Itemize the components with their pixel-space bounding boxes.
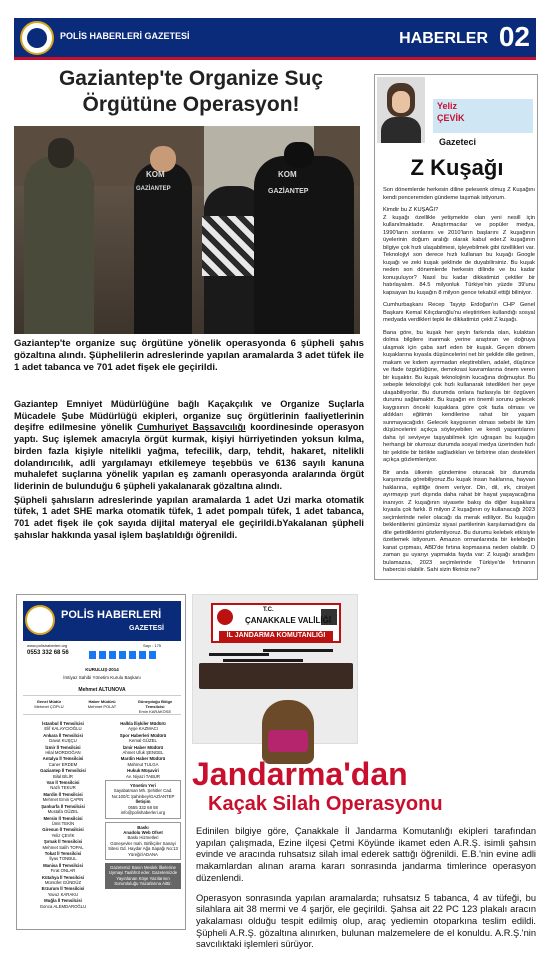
staff-name: Bilal BİLİR: [52, 773, 74, 779]
owner-title: İmtiyaz Sahibi Yönetim Kurulu Başkanı: [63, 675, 141, 680]
column-text: [383, 187, 535, 580]
sign-line2: ÇANAKKALE VALİLİĞİ: [245, 616, 332, 625]
article1-lead: Gaziantep'te organize suç örgütüne yönelik operasyonda 6 şüpheli şahıs gözaltına alındı. Şüphelilerin adreslerinde yapılan aramalarda 3 adet tüfek ile 1 adet tabanca ve 701 adet fişek ele geçirildi.: [14, 338, 364, 374]
print-name: Anadolu Web Ofset: [123, 829, 163, 835]
article1-text: koordinesinde operasyon yaptı. Suç işlemek amacıyla örgüt kurmak, kişiyi hürriyetinden yoksun kılma, birden fazla kişiyle nitelikli yağma, tefecilik, darp, tehdit, hakaret, nitelikli dolandırıcılık, adli yargılamayı etkilemeye teşebbüs ve 6136 sayılı kanuna muhalefet suçlarına yönelik yapılan eş zamanlı operasyonda aralarında örgüt liderinin de bulunduğu 6 şüpheli yakalanarak gözaltına alındı.: [14, 422, 365, 491]
author-role: Gazeteci: [439, 137, 477, 147]
social-media-icons[interactable]: [89, 651, 159, 659]
manager-title: Güneydoğu Bölge Temsilcisi: [137, 699, 173, 709]
staff-title: Antalya İl Temsilcisi: [42, 756, 84, 762]
article1-paragraph: Şüpheli şahısların adreslerinde yapılan aramalarda 1 adet Uzi marka otomatik tüfek, 1 adet SHE marka otomatik tüfek, 1 adet pompalı tüfek, 1 adet tabanca, 701 adet fişek ile çok sayıda dijital materyal ele geçirildi.bYakalanan şüpheli şahıslar hakkında yasal işlem başlatıldığı öğrenildi.: [14, 494, 364, 540]
staff-entry: [105, 756, 181, 767]
staff-title: Muğla İl Temsilcisi: [44, 898, 82, 904]
page-header: [14, 18, 536, 60]
staff-title: Şırnak İl Temsilcisi: [43, 839, 83, 845]
page-number: 02: [498, 21, 530, 52]
staff-entry: [105, 721, 181, 732]
staff-entry: [25, 898, 101, 909]
masthead-box: [16, 594, 186, 930]
column-paragraph: Bana göre, bu kuşak her şeyin farkında olan, kulaktan dolma bilgilere inanmak yerine araştıran ve doğruya ulaşmak için çaba sarf eden bir kuşak. Geçen dönem kuşaklarına kıyasla düşüncelerini net bir şekilde dile getiren, makam ve kıdem ayırmadan eleştirebilen, adalet, düşünce ve ifade özgürlüğüne, demokrasi kavramlarına önem veren bir kuşaktır. Bu kuşak teknolojinin kucağına doğmuştur. Bu sebeple teknolojiyi çok hızlı kullanarak istedikleri her şeye ulaşabiliyorlar. Bu durumda onlara fazlasıyla bir özgüven durumu sağlamaktır. Bu kuşağın en önemli sorunu gelecek kaygısının önceki kuşaklara göre çok fazla olması ve aldıkları eğitimin kendilerine rahat bir yaşam sunmayacağıdır. Gelecek kaygısının olması sebebi ile tüm düşüncelerini açıkça söyleyebilen ve kendi yaşantılarını daha iyi seviyeye taşıyabilmek için uğraşan bu kuşağın herhangi bir olumsuz durumda sosyal medya üzerinden hızlı bir şekilde bir birlikte sağladıkları ve birbirine olan destekleri açıkça gözlemleniyor.: [383, 329, 535, 463]
staff-name: Hilal MORDOĞAN: [45, 750, 81, 756]
staff-title: Mersin İl Temsilcisi: [43, 815, 83, 821]
staff-entry: [25, 827, 101, 838]
contact-email[interactable]: info@polishaberleri.org: [120, 810, 166, 816]
article1-title: [14, 66, 368, 118]
staff-entry: [25, 780, 101, 791]
author-photo: [377, 77, 425, 143]
operation-photo: [14, 126, 360, 334]
staff-entry: [25, 816, 101, 827]
sign-line3: İL JANDARMA KOMUTANLIĞI: [219, 631, 333, 641]
staff-title: Mardin Haber Müdürü: [120, 756, 166, 762]
dog-vest: [268, 730, 308, 752]
manager-title: Haber Müdürü: [88, 699, 116, 704]
staff-entry: [105, 768, 181, 779]
staff-title: Giresun İl Temsilcisi: [42, 827, 84, 833]
disclaimer: Gazetemiz Basın Meslek İlkelerine Uymayı Taahhüt eder. Gazetemizde Yayınlanan Köşe Yazılarının Sorumluluğu Yazarlarına Aittir.: [105, 863, 181, 889]
print-address: Güneşevler mah. Birlikçiler Sanayi Sitesi Gd. Haydar Ağa Sapağı No:13 Yüreğir/ADANA: [108, 840, 178, 857]
article2-title: Jandarma'dan: [192, 756, 408, 792]
column-paragraph: Bir anda ülkenin gündemine oturacak bir durumda karşımızda görebiliyoruz.Bu kuşak insan haklarına, hayvan haklarına, eşitliğe önem veriyor. Din, dil, ırk, cinsiyet ayırmayıp yurt dışında daha rahat bir hayat yaşayacağına inanıyor. Z kuşağının siyasete bakış da diğer kuşaklara kıyasla çok farklı. 8 milyon Z kuşağının oy kullanacağı 2023 seçimlerinde neler olacağı da merak ediliyor. Bu kuşağın beklentilerini günümüz siyasi partilerinin karşılamadığını da dile getirdiklerini gözlemliyoruz. Bu durumu kelebek etkisiyle özetlemek istiyorum. Amazon ormanlarında bir kelebeğin kanat çırpması, ABD'de fırtına kopmasına neden olabilir. O zaman şu uyarıyı yapmakta fayda var: Z kuşağı aradığını bulamazsa, 2023 seçimlerinde Türkiye'de fırtınanın habercisi olabilir. Sahi sizin fikriniz ne?: [383, 469, 535, 573]
section-name: HABERLER: [399, 30, 488, 47]
staff-entries: [105, 721, 181, 779]
staff-title: Manisa İl Temsilcisi: [43, 862, 83, 868]
article1-text: Gaziantep Emniyet Müdürlüğüne bağlı Kaçakçılık ve Organize Suçlarla Mücadele Şube Müdürlüğü ekipleri, organize suç örgütlerinin faaliyetlerinin deşifre edilmesine yönelik: [14, 399, 364, 433]
staff-entry: [25, 733, 101, 744]
kom-label: KOM: [146, 170, 165, 179]
unit-label-2: GAZİANTEP: [268, 188, 309, 195]
sign-line1: T.C.: [263, 607, 274, 613]
address-text: Sayabatman Mh. Şehitler Cad. No:100/C Şahinbey/GAZİANTEP: [111, 788, 175, 799]
rifle: [209, 653, 269, 656]
staff-entry: [25, 839, 101, 850]
founded: KURULUŞ-2014: [85, 667, 119, 672]
staff-name: Mahmut TULGA: [127, 761, 159, 767]
masthead-name: POLİS HABERLERİ: [61, 609, 162, 621]
staff-entry: [25, 804, 101, 815]
article1-paragraph: [14, 399, 364, 493]
manager-name: Mehmet ÇÖPLÜ: [34, 704, 64, 709]
article2-subtitle: Kaçak Silah Operasyonu: [208, 793, 443, 815]
article1-title-line1: Gaziantep'te Organize Suç: [58, 67, 324, 90]
staff-title: Mardin İl Temsilcisi: [43, 791, 83, 797]
print-services: Baskı Hizmetleri: [127, 835, 159, 841]
contact-phone: 0555 332 68 58: [128, 804, 158, 810]
staff-entry: [105, 745, 181, 756]
staff-entry: [25, 756, 101, 767]
staff-name: Caner ERDEM: [48, 761, 78, 767]
prosecutor-link[interactable]: Cumhuriyet Başsavcılığı: [136, 422, 246, 433]
column-paragraph: Cumhurbaşkanı Recep Tayyip Erdoğan'ın CHP Genel Başkanı Kemal Kılıçdaroğlu'nu eleştirirken kullandığı sosyal medyada verdikleri tepki ile dikkatimizi çekti Z kuşağı.: [383, 302, 535, 323]
column-question: Kimdir bu Z KUŞAĞI?: [383, 207, 439, 213]
staff-name: Ahmet Ufuk ŞENGEL: [122, 750, 164, 756]
staff-title: İstanbul İl Temsilcisi: [42, 721, 84, 726]
staff-title: Van İl Temsilcisi: [46, 780, 80, 786]
staff-entry: [25, 886, 101, 897]
article2-paragraph: Edinilen bilgiye göre, Çanakkale İl Jandarma Komutanlığı ekipleri tarafından yapılan çalışmada, Ezine ilçesi Çetmi Köyünde ikamet eden A.R.Ş. isimli şahsın evinde ve aracında ruhsatsız silah imal ederek sattığı öğrenildi. E.B.'nin evine adli makamlardan alınan arama kararı sonrasında jandarma timlerince operasyon düzenlendi.: [196, 826, 536, 883]
staff-name: Ümit TEKİN: [51, 820, 75, 826]
staff-title: Gaziantep İl Temsilcisi: [40, 768, 86, 774]
staff-entry: [25, 792, 101, 803]
masthead-name-2: GAZETESİ: [129, 625, 165, 632]
staff-name: Fırat ONLAR: [50, 868, 76, 874]
staff-name: Yeliz ÇEVİK: [51, 832, 75, 838]
staff-title: Hukuk Müşaviri: [127, 768, 159, 774]
unit-label: GAZİANTEP: [136, 186, 171, 192]
print-box: [105, 822, 181, 860]
staff-entry: [25, 745, 101, 756]
staff-title: Erzurum İl Temsilcisi: [41, 886, 85, 892]
weapons-table: [199, 663, 353, 689]
staff-title: Tokat İl Temsilcisi: [44, 850, 82, 856]
staff-name: Ayşe KAZMACI: [128, 726, 158, 732]
staff-name: Mehmet Emin ÇAPIN: [42, 797, 84, 803]
article1-title-line2: Örgütüne Operasyon!: [82, 93, 300, 116]
masthead-contact-strip: [23, 643, 181, 665]
staff-name: Kemal GÜZEL: [129, 738, 157, 744]
manager-name: Emin KARAKÖSE: [138, 709, 172, 714]
staff-entry: [25, 875, 101, 886]
masthead-phone: 0553 332 68 56: [27, 650, 69, 656]
staff-name: Gonca ALEMDAROĞLU: [39, 903, 87, 909]
staff-name: Yavuz KARAKU: [47, 891, 79, 897]
article2-body: [196, 826, 536, 959]
managers-row: [23, 695, 181, 715]
staff-title: İzmir Haber Müdürü: [122, 744, 164, 750]
manager-title: Genel Müdür: [36, 699, 62, 704]
masthead-logo: [25, 605, 55, 635]
article1-body: [14, 399, 364, 543]
column-title: Z Kuşağı: [410, 155, 504, 180]
staff-entry: [25, 863, 101, 874]
masthead-website[interactable]: www.polishaberleri.org: [27, 643, 68, 648]
column-paragraph: Son dönemlerde herkesin diline pelesenk olmuş Z Kuşağını kendi penceremden gündeme taşımak istiyorum.: [383, 187, 535, 201]
print-title: Baskı: [137, 824, 149, 830]
staff-entry: [25, 768, 101, 779]
newspaper-name: POLİS HABERLERİ GAZETESİ: [60, 31, 190, 41]
staff-name: Nazlı TEKUR: [50, 785, 76, 791]
regional-reps: [25, 721, 101, 910]
address-box: [105, 780, 181, 818]
author-last-name: ÇEVİK: [437, 113, 465, 123]
staff-entry: [25, 851, 101, 862]
staff-title: İzmir İl Temsilcisi: [45, 744, 81, 750]
staff-name: Mehmet Salih TOPAL: [42, 844, 84, 850]
masthead-banner: [23, 601, 181, 641]
column-text-span: Z kuşağı özellikle yetişmekte olan yeni nesill için kullanılmaktadır. Araştırmacılar ve popüler medya, 1990'ların sonlarını ve 2010'ların başlarını Z kuşağının üyelerinin doğum aralığı olarak kabul eder.Z kuşağının bilgiye çok hızlı ulaşabilmesi, işleyebilmek gibi özellikleri var. Teknolojiyi son derece hızlı kullanan bu kuşağı Google kuşağı ve zeki kuşak şeklinde de duyabilirsiniz. Bu kuşak neden son dönemlerde herkesin dilinde ve bu kadar konuşuluyor? Nasıl bu kadar dikkatimizi çektiler bir hatırlayalım. 84.5 milyonluk Türkiye'nin yüzde 39'unu kapsayan bu kuşağın 8 milyon gence tekabül ettiği biliniyor.: [383, 214, 535, 296]
staff-entry: [105, 733, 181, 744]
author-first-name: Yeliz: [437, 101, 458, 111]
police-badge-logo: [20, 21, 54, 55]
staff-name: Av. Niyazi TABUR: [125, 773, 161, 779]
article2-paragraph: Operasyon sonrasında yapılan aramalarda; ruhsatsız 5 tabanca, 4 av tüfeği, bu silahlara ait 38 mermi ve 4 şarjör, ele geçirildi. Şahsa ait 22 PC 123 plakalı aracın yakalaması olduğu tespit edilmiş olup, araç yediemin otoparkına teslim edildi. Şüpheli A.R.Ş. gözaltına alınırken, bulunan malzemelere de el konuldu. A.R.Ş.'nin savcılıktaki işlemleri sürüyor.: [196, 892, 536, 950]
gendarmerie-sign: [211, 603, 341, 643]
staff-title: Kütahya İl Temsilcisi: [41, 874, 85, 880]
issue-number: Sayı : 175: [143, 643, 162, 648]
staff-name: Mürsüfet GÜNDÜZ: [44, 879, 82, 885]
rifle: [263, 649, 333, 652]
staff-title: Ankara İl Temsilcisi: [43, 732, 83, 738]
staff-title: Şanlıurfa İl Temsilcisi: [41, 803, 85, 809]
staff-entry: [25, 721, 101, 732]
author-name-box: [433, 99, 533, 133]
staff-name: İlyas TONBUL: [49, 856, 77, 862]
rifle: [223, 659, 303, 662]
kom-label-2: KOM: [278, 170, 297, 179]
column-paragraph: [383, 207, 535, 297]
address-title: Yönetim Yeri: [130, 783, 156, 789]
staff-name: Davut KUŞÇU: [49, 738, 77, 744]
staff-name: Mustafa GÜZEL: [47, 809, 79, 815]
contact-title: İletişim: [135, 799, 151, 805]
staff-list: [105, 721, 181, 889]
opinion-column: [374, 74, 538, 580]
staff-name: Elif KALAYCIOĞLU: [44, 726, 82, 732]
manager-name: Mehmet POLAT: [87, 704, 117, 709]
staff-title: Spor Haberleri Müdürü: [119, 732, 167, 738]
staff-title: Halkla İlişkiler Müdürü: [120, 721, 166, 726]
owner-name: Mehmet ALTUNOVA: [78, 687, 126, 693]
